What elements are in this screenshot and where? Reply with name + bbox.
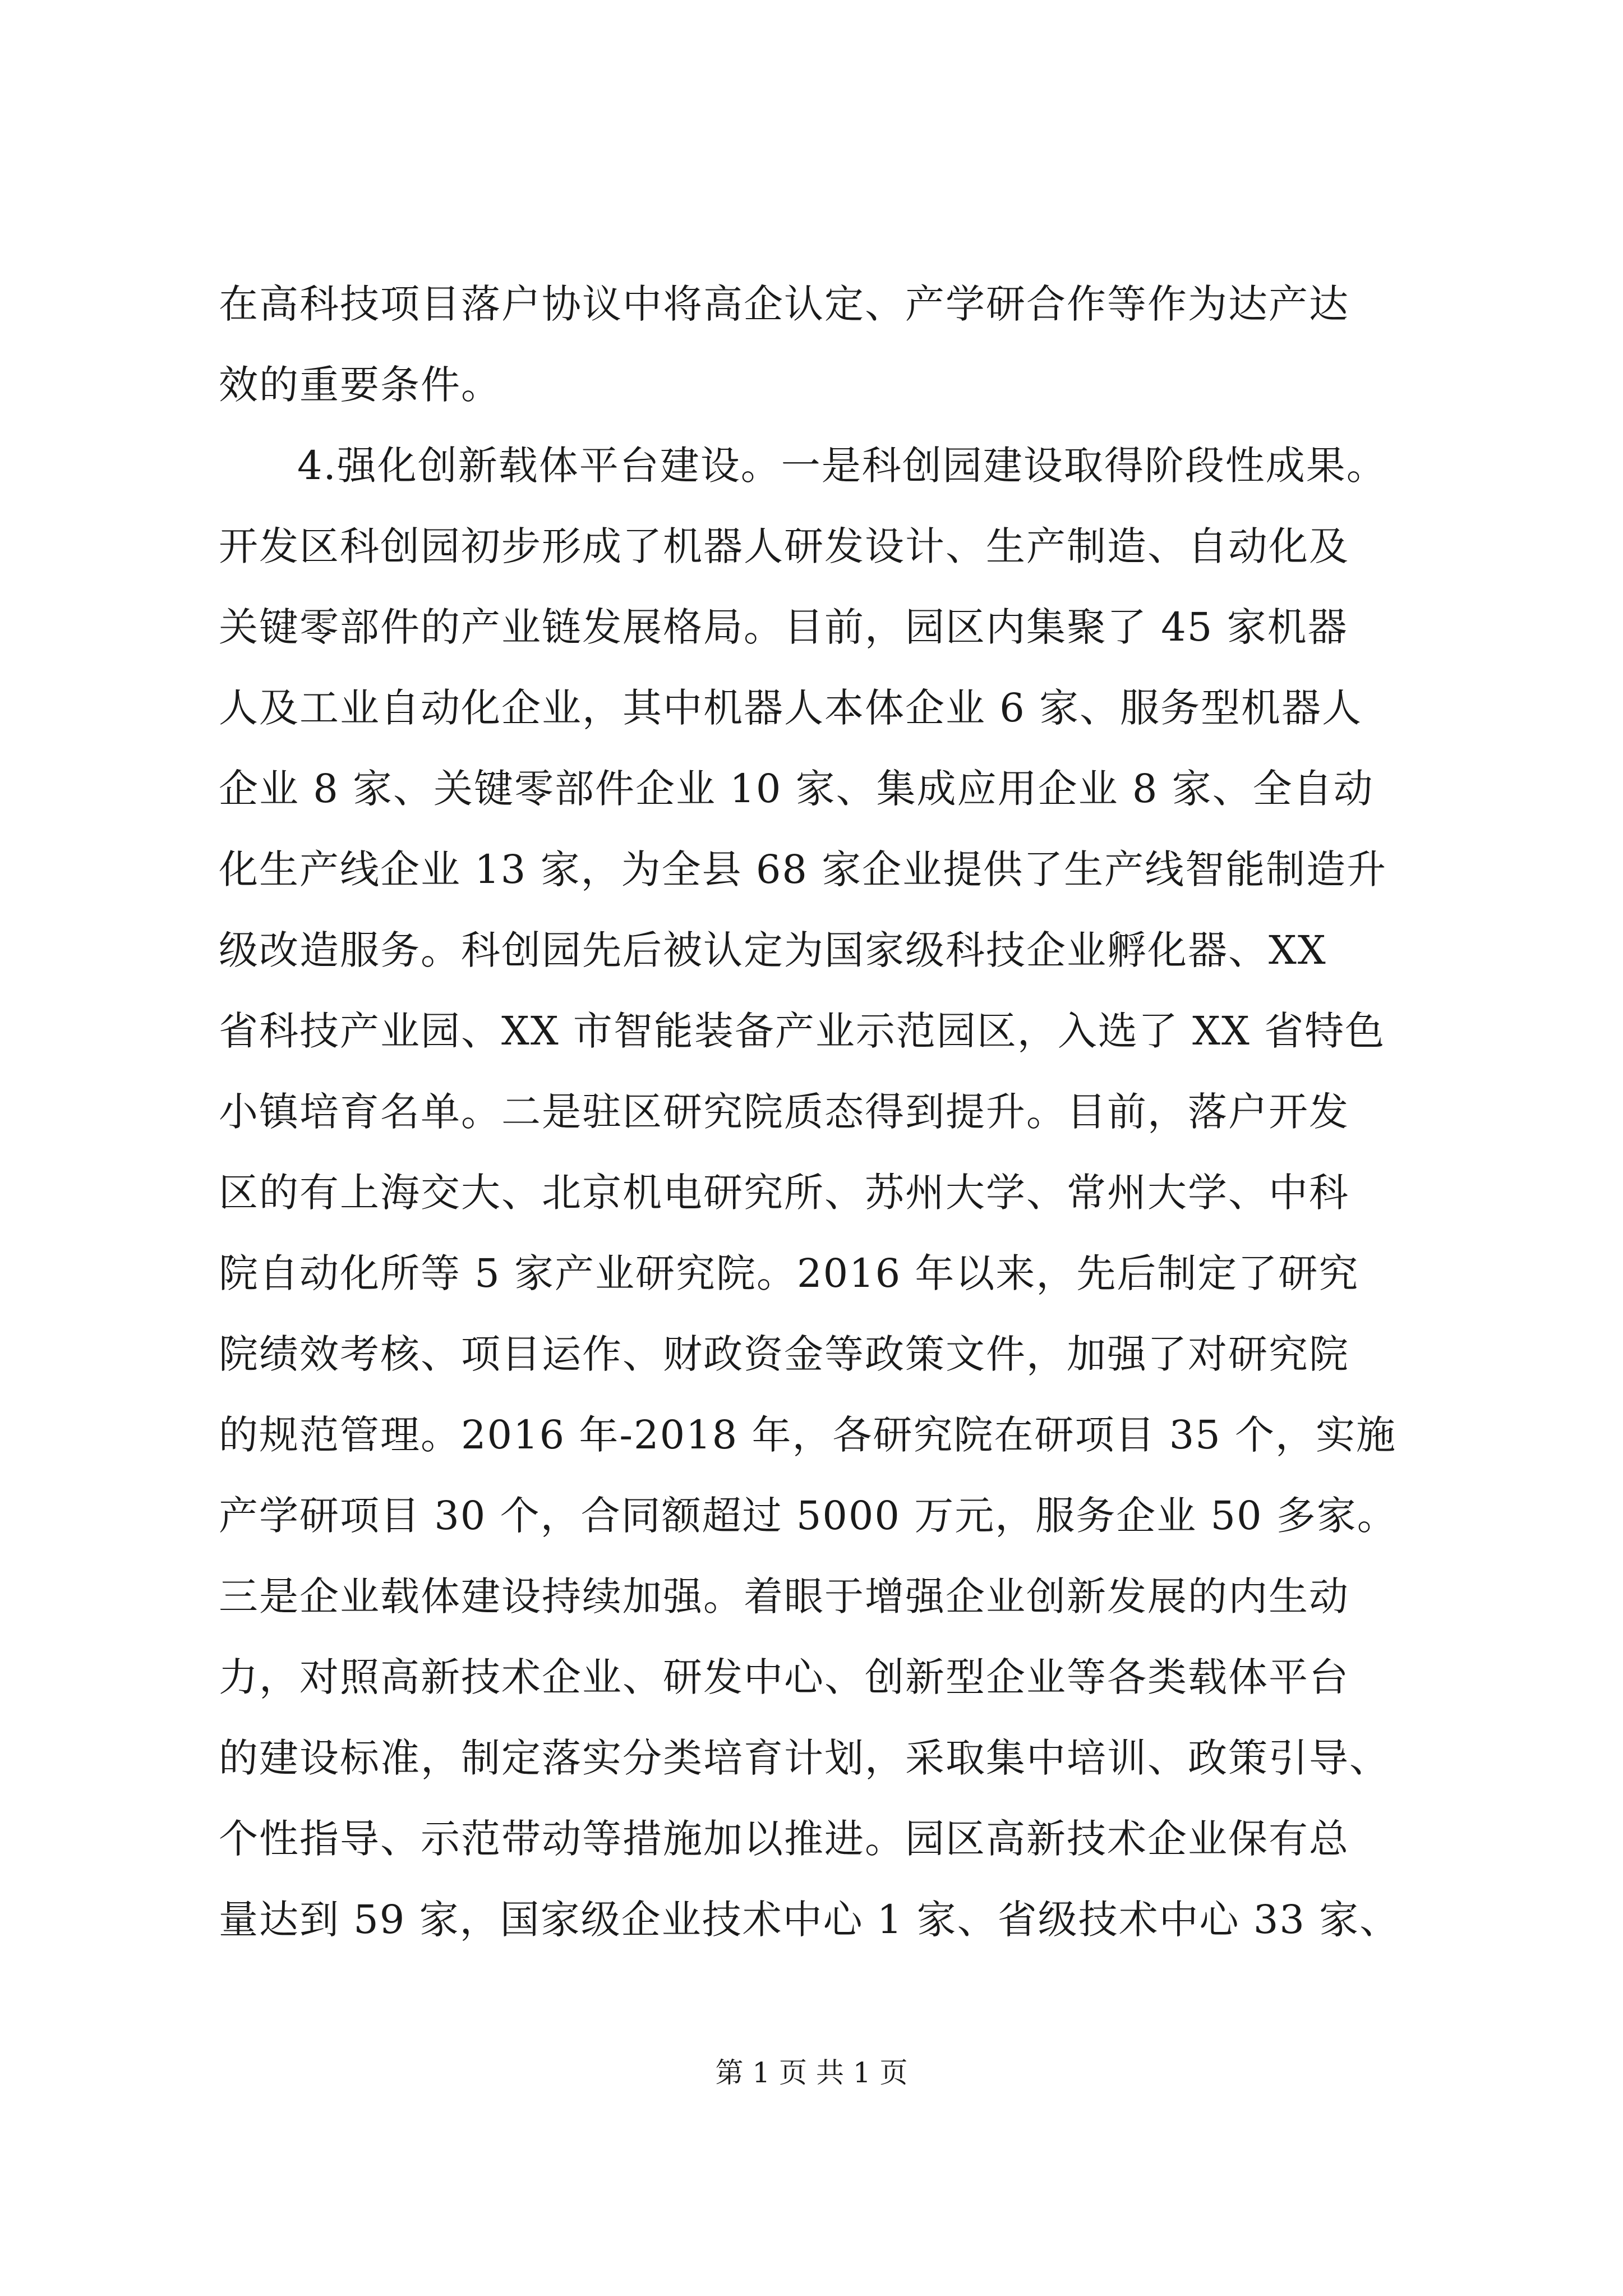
text-line: 效的重要条件。	[219, 362, 501, 408]
text-line: 企业 8 家、关键零部件企业 10 家、集成应用企业 8 家、全自动	[219, 766, 1374, 812]
text-line: 化生产线企业 13 家，为全县 68 家企业提供了生产线智能制造升	[219, 846, 1387, 892]
text-line: 在高科技项目落户协议中将高企认定、产学研合作等作为达产达	[219, 281, 1349, 327]
text-line: 级改造服务。科创园先后被认定为国家级科技企业孵化器、XX	[219, 927, 1327, 973]
text-line: 院绩效考核、项目运作、财政资金等政策文件，加强了对研究院	[219, 1331, 1349, 1377]
text-line: 省科技产业园、XX 市智能装备产业示范园区，入选了 XX 省特色	[219, 1008, 1386, 1054]
text-line: 产学研项目 30 个，合同额超过 5000 万元，服务企业 50 多家。	[219, 1493, 1398, 1539]
text-line: 关键零部件的产业链发展格局。目前，园区内集聚了 45 家机器	[219, 604, 1348, 650]
text-line: 区的有上海交大、北京机电研究所、苏州大学、常州大学、中科	[219, 1170, 1349, 1216]
text-line: 三是企业载体建设持续加强。着眼于增强企业创新发展的内生动	[219, 1573, 1349, 1619]
text-line: 小镇培育名单。二是驻区研究院质态得到提升。目前，落户开发	[219, 1089, 1349, 1135]
text-line: 院自动化所等 5 家产业研究院。2016 年以来，先后制定了研究	[219, 1250, 1359, 1296]
text-line: 人及工业自动化企业，其中机器人本体企业 6 家、服务型机器人	[219, 685, 1363, 731]
text-line: 的建设标准，制定落实分类培育计划，采取集中培训、政策引导、	[219, 1735, 1390, 1781]
text-line: 量达到 59 家，国家级企业技术中心 1 家、省级技术中心 33 家、	[219, 1897, 1400, 1943]
paragraph-start-line: 4.强化创新载体平台建设。一是科创园建设取得阶段性成果。	[297, 443, 1387, 489]
text-line: 的规范管理。2016 年-2018 年，各研究院在研项目 35 个，实施	[219, 1412, 1397, 1458]
text-line: 力，对照高新技术企业、研发中心、创新型企业等各类载体平台	[219, 1654, 1349, 1700]
body-text	[219, 264, 1441, 1960]
text-line: 个性指导、示范带动等措施加以推进。园区高新技术企业保有总	[219, 1816, 1349, 1862]
text-line: 开发区科创园初步形成了机器人研发设计、生产制造、自动化及	[219, 523, 1349, 569]
page-footer: 第 1 页 共 1 页	[715, 2056, 908, 2089]
